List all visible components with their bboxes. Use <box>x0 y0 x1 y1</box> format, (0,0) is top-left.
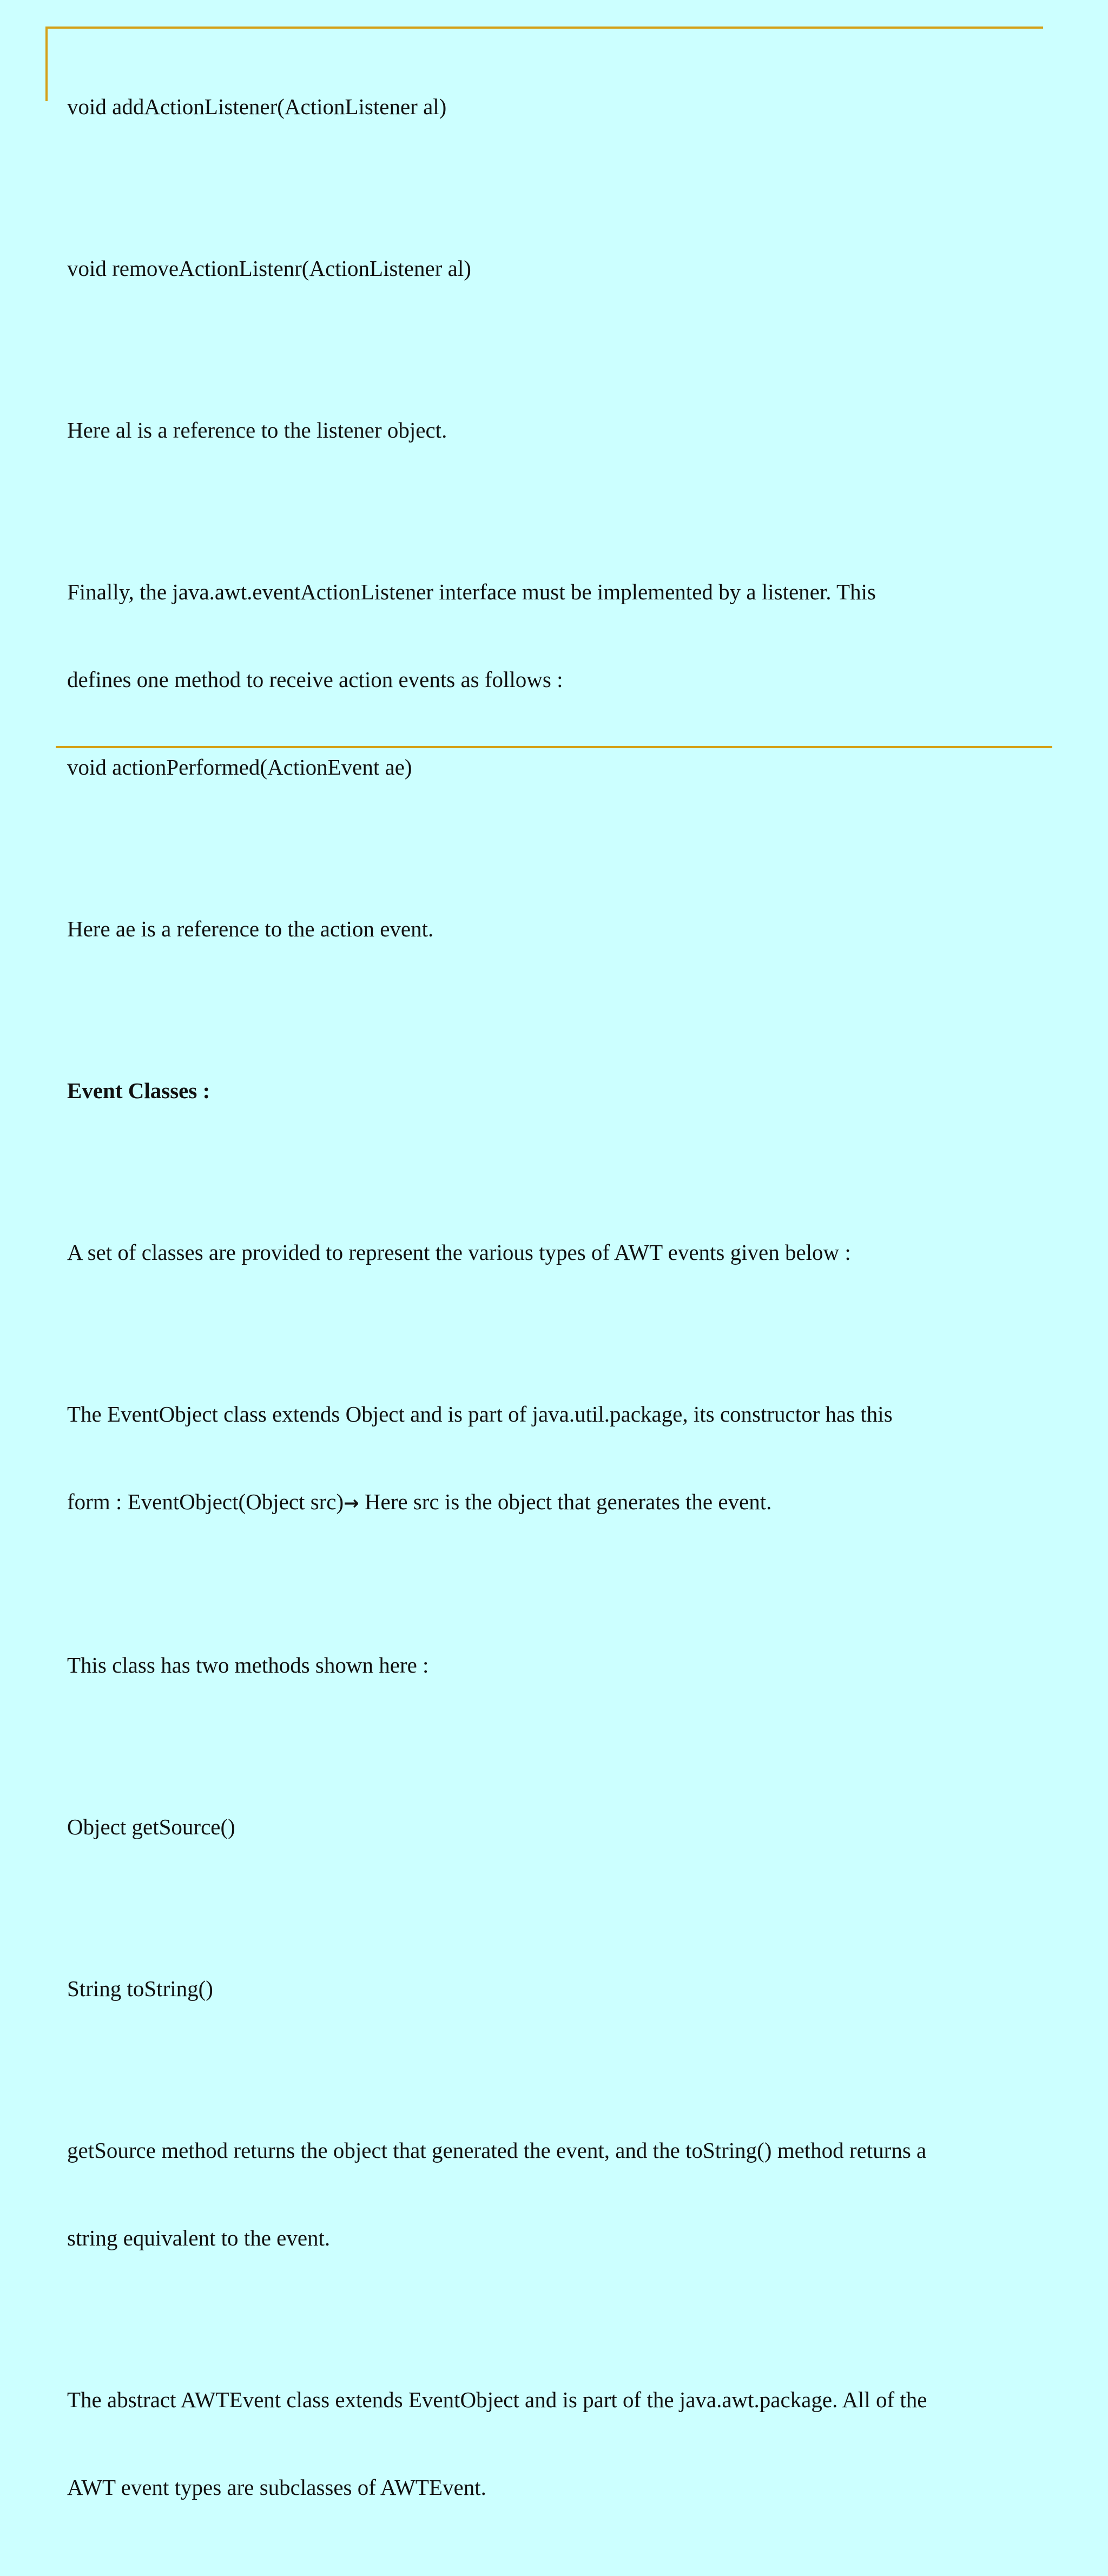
text-line: The abstract AWTEvent class extends EventObject and is part of the java.awt.package. All of the <box>67 2387 927 2412</box>
text-line-with-arrow <box>67 1487 1041 1518</box>
paragraph-action-listener-interface <box>67 519 1041 840</box>
text-line: Here al is a reference to the listener object. <box>67 418 447 442</box>
text-line: This class has two methods shown here : <box>67 1653 429 1677</box>
paragraph-al-reference <box>67 357 1041 503</box>
text-line: Finally, the java.awt.eventActionListener interface must be implemented by a listener. This <box>67 579 876 604</box>
text-line: Object getSource() <box>67 1814 235 1839</box>
text-line: defines one method to receive action events as follows : <box>67 667 563 692</box>
right-arrow-icon: → <box>344 1492 359 1514</box>
text-line: String toString() <box>67 1976 213 2001</box>
paragraph-event-object <box>67 1341 1041 1576</box>
text-line: The EventObject class extends Object and is part of java.util.package, its constructor has this <box>67 1402 893 1426</box>
paragraph-set-of-classes <box>67 1179 1041 1325</box>
code-get-source <box>67 1754 1041 1900</box>
text-line: void addActionListener(ActionListener al) <box>67 94 447 119</box>
top-accent-line <box>45 27 1043 29</box>
paragraph-get-source-description <box>67 2077 1041 2311</box>
text-line: getSource method returns the object that generated the event, and the toString() method returns a <box>67 2138 927 2163</box>
code-add-action-listener <box>67 34 1041 180</box>
paragraph-ae-reference <box>67 856 1041 1002</box>
text-segment: Here src is the object that generates the event. <box>359 1489 772 1514</box>
slide-content <box>67 34 1041 2576</box>
text-line: A set of classes are provided to represent the various types of AWT events given below : <box>67 1240 851 1265</box>
text-line: Event Classes : <box>67 1078 210 1103</box>
text-line: AWT event types are subclasses of AWTEvent. <box>67 2475 486 2500</box>
paragraph-awt-event <box>67 2327 1041 2560</box>
text-line: void actionPerformed(ActionEvent ae) <box>67 755 412 780</box>
text-line: void removeActionListenr(ActionListener al) <box>67 256 471 281</box>
text-segment: form : EventObject(Object src) <box>67 1489 344 1514</box>
text-line: string equivalent to the event. <box>67 2225 331 2250</box>
heading-event-classes <box>67 1018 1041 1164</box>
text-line: Here ae is a reference to the action event. <box>67 916 434 941</box>
code-remove-action-listener <box>67 195 1041 341</box>
code-to-string <box>67 1916 1041 2062</box>
left-accent-line <box>45 27 48 101</box>
paragraph-two-methods <box>67 1592 1041 1738</box>
